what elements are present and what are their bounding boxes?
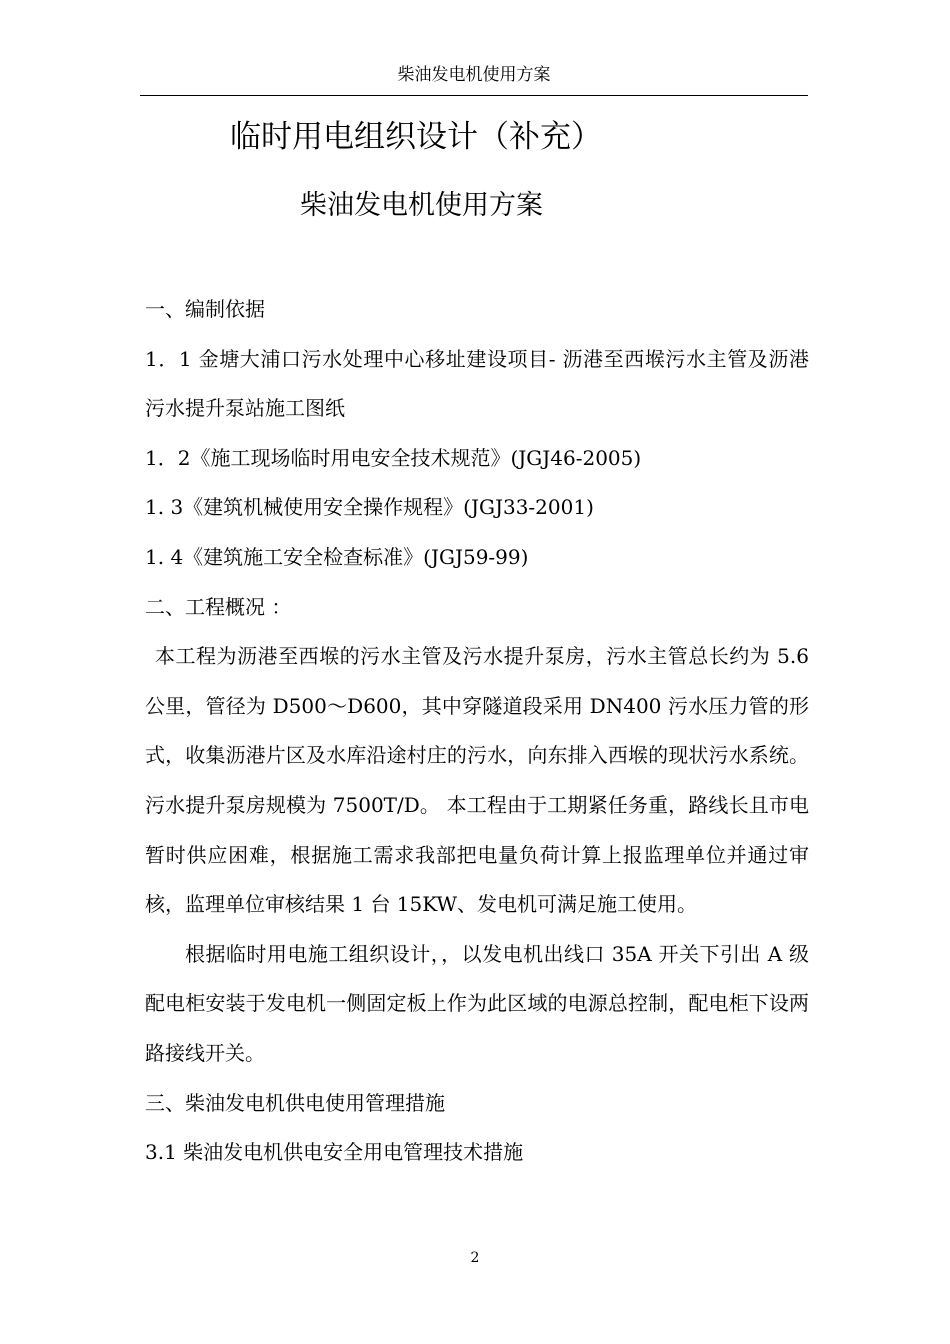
subsection-heading-3-1: 3.1 柴油发电机供电安全用电管理技术措施 <box>145 1140 524 1165</box>
basis-item-3: 1. 3《建筑机械使用安全操作规程》(JGJ33-2001) <box>145 495 594 520</box>
document-title: 临时用电组织设计（补充） <box>230 119 602 155</box>
running-header-title: 柴油发电机使用方案 <box>397 65 551 85</box>
section-heading-3: 三、柴油发电机供电使用管理措施 <box>145 1090 445 1115</box>
overview-paragraph-2: 根据临时用电施工组织设计，，以发电机出线口 35A 开关下引出 A 级配电柜安装于发电机一侧固定板上作为此区域的电源总控制，配电柜下设两路接线开关。 <box>145 941 809 1065</box>
basis-item-4: 1. 4《建筑施工安全检查标准》(JGJ59-99) <box>145 544 529 569</box>
document-subtitle: 柴油发电机使用方案 <box>300 190 543 221</box>
running-header <box>140 60 808 96</box>
page-number: 2 <box>470 1250 480 1266</box>
document-body <box>145 285 809 1178</box>
basis-item-2: 1．2《施工现场临时用电安全技术规范》(JGJ46-2005) <box>145 445 642 470</box>
basis-item-1: 1．1 金塘大浦口污水处理中心移址建设项目- 沥港至西堠污水主管及沥港污水提升泵站施工图纸 <box>145 346 809 421</box>
section-heading-2: 二、工程概况 ： <box>145 594 292 619</box>
section-heading-1: 一、编制依据 <box>145 297 265 321</box>
overview-paragraph-1: 本工程为沥港至西堠的污水主管及污水提升泵房，污水主管总长约为 5.6 公里，管径为 D500～D600，其中穿隧道段采用 DN400 污水压力管的形式，收集沥港片区及水库沿途村庄的污水，向东排入西堠的现状污水系统。污水提升泵房规模为 7500T/D。 本工程由于工期紧任务重，路线长且市电暂时供应困难，根据施工需求我部把电量负荷计算上报监理单位并通过审核，监理单位审核结果 1 台 15KW、发电机可满足施工使用。 <box>145 644 809 917</box>
